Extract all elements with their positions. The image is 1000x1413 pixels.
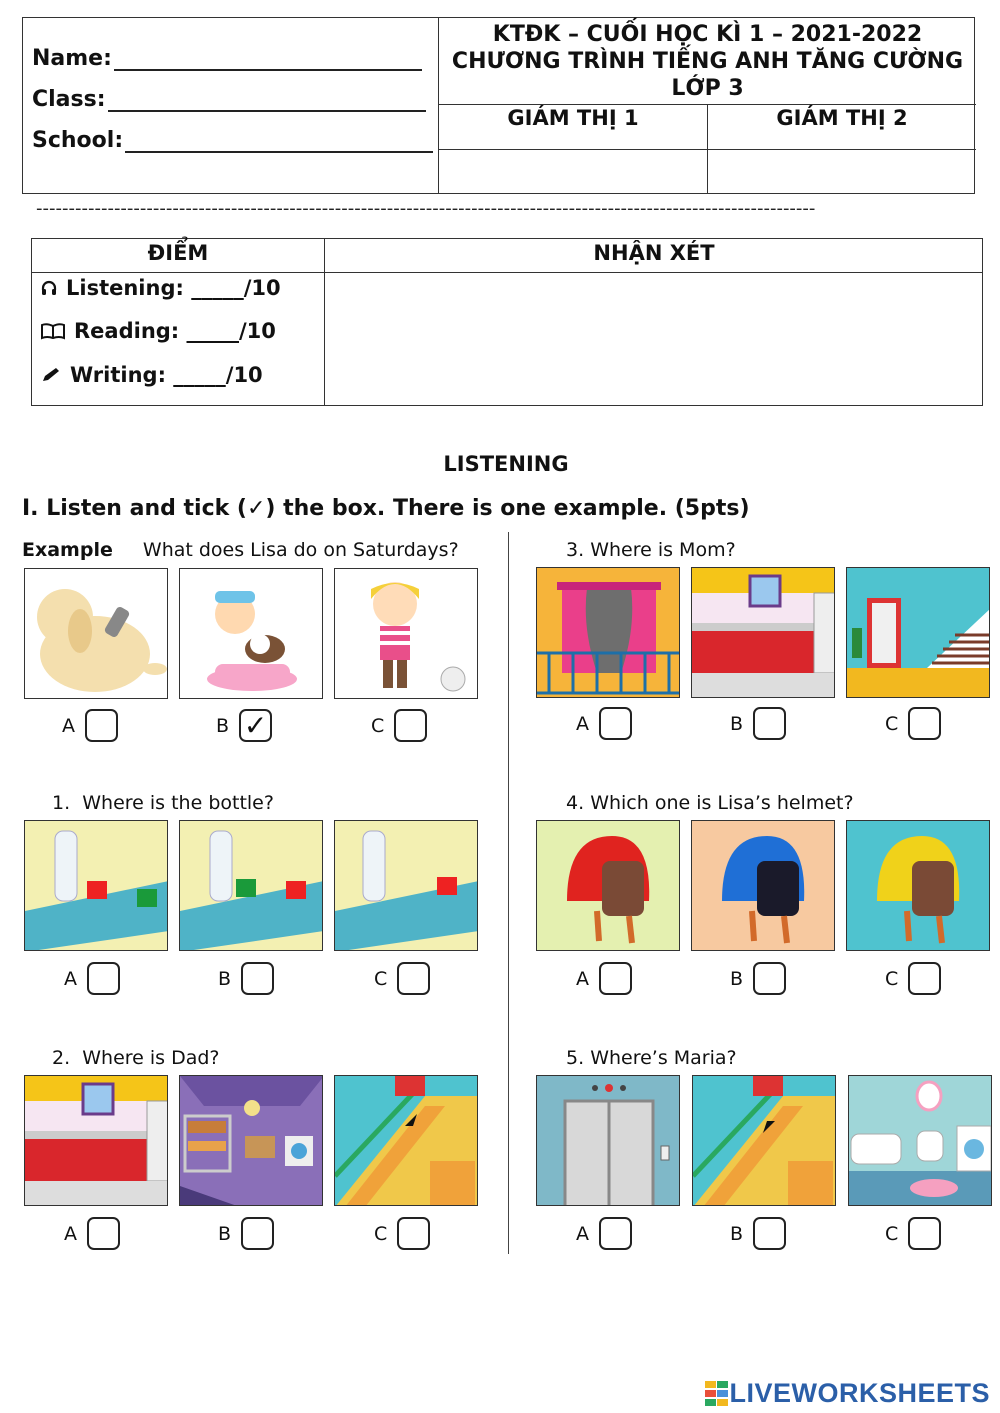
question-text: Where’s Maria?: [590, 1047, 737, 1069]
q5-picture-c: [848, 1075, 992, 1206]
checkbox[interactable]: [599, 1217, 632, 1250]
option-label: A: [576, 1222, 589, 1245]
option-label: B: [730, 712, 744, 735]
checkbox[interactable]: [85, 709, 118, 742]
headphones-icon: [40, 279, 58, 297]
class-label: Class:: [32, 87, 106, 112]
q5-picture-a: [536, 1075, 680, 1206]
class-line[interactable]: [108, 94, 426, 112]
example-picture-a: [24, 568, 168, 699]
listening-score[interactable]: [40, 276, 281, 300]
question-text: Where is Dad?: [82, 1047, 220, 1069]
score-table: [31, 238, 983, 406]
option-label: A: [64, 967, 77, 990]
column-divider: [508, 532, 509, 1254]
question-2: [52, 1047, 220, 1069]
checkbox[interactable]: [753, 707, 786, 740]
checkbox[interactable]: [241, 962, 274, 995]
q1-picture-b: [179, 820, 323, 951]
option-label: C: [371, 714, 385, 737]
checkbox[interactable]: [599, 707, 632, 740]
checkbox[interactable]: [241, 1217, 274, 1250]
option-label: A: [62, 714, 75, 737]
q3-picture-b: [691, 567, 835, 698]
check-icon: ✓: [243, 708, 268, 742]
example-question-text: What does Lisa do on Saturdays?: [142, 539, 459, 561]
name-field[interactable]: [32, 46, 422, 71]
proctor2-label: GIÁM THỊ 2: [776, 106, 908, 130]
reading-score-label: Reading: _____/10: [74, 319, 276, 343]
question-4: [566, 792, 854, 814]
option-label: C: [374, 1222, 388, 1245]
checkbox[interactable]: [397, 962, 430, 995]
q5-option-b[interactable]: [730, 1217, 786, 1250]
option-label: C: [374, 967, 388, 990]
exam-title-line2: CHƯƠNG TRÌNH TIẾNG ANH TĂNG CƯỜNG: [451, 49, 964, 74]
option-label: C: [885, 967, 899, 990]
header-table: [22, 17, 975, 194]
q5-option-a[interactable]: [576, 1217, 632, 1250]
question-number: 5.: [566, 1047, 585, 1069]
example-option-a[interactable]: [62, 709, 118, 742]
liveworksheets-logo: [705, 1378, 990, 1409]
option-label: A: [576, 712, 589, 735]
checkbox-checked[interactable]: [239, 709, 272, 742]
name-label: Name:: [32, 46, 112, 71]
q2-option-c[interactable]: [374, 1217, 430, 1250]
name-line[interactable]: [114, 53, 422, 71]
example-option-c[interactable]: [371, 709, 427, 742]
q4-option-a[interactable]: [576, 962, 632, 995]
option-label: B: [218, 967, 232, 990]
exam-title-line1: KTĐK – CUỐI HỌC KÌ 1 – 2021-2022: [492, 22, 923, 47]
example-picture-c: [334, 568, 478, 699]
q4-option-b[interactable]: [730, 962, 786, 995]
q2-picture-a: [24, 1075, 168, 1206]
q1-picture-c: [334, 820, 478, 951]
question-3: [566, 539, 736, 561]
checkbox[interactable]: [87, 962, 120, 995]
q3-option-b[interactable]: [730, 707, 786, 740]
q4-picture-b: [691, 820, 835, 951]
reading-score[interactable]: [40, 319, 276, 343]
q1-picture-a: [24, 820, 168, 951]
book-icon: [40, 322, 66, 340]
option-label: C: [885, 712, 899, 735]
writing-score-label: Writing: _____/10: [70, 363, 263, 387]
q1-option-b[interactable]: [218, 962, 274, 995]
section-title: LISTENING: [443, 452, 569, 476]
question-text: Which one is Lisa’s helmet?: [590, 792, 854, 814]
option-label: C: [885, 1222, 899, 1245]
score-header-line: [32, 272, 982, 273]
q5-option-c[interactable]: [885, 1217, 941, 1250]
comment-header: NHẬN XÉT: [593, 241, 715, 265]
class-field[interactable]: [32, 87, 426, 112]
q2-picture-b: [179, 1075, 323, 1206]
question-number: 4.: [566, 792, 585, 814]
logo-text: LIVEWORKSHEETS: [729, 1378, 990, 1408]
pencil-icon: [40, 366, 62, 384]
q3-option-a[interactable]: [576, 707, 632, 740]
example-label: Example: [22, 539, 113, 561]
question-number: 1.: [52, 792, 71, 814]
q3-option-c[interactable]: [885, 707, 941, 740]
checkbox[interactable]: [753, 962, 786, 995]
question-text: Where is the bottle?: [82, 792, 274, 814]
logo-mark-icon: [705, 1381, 729, 1407]
option-label: B: [730, 967, 744, 990]
score-header: ĐIỂM: [147, 241, 209, 265]
example-question: [22, 539, 459, 561]
checkbox[interactable]: [394, 709, 427, 742]
q3-picture-a: [536, 567, 680, 698]
instruction: I. Listen and tick (✓) the box. There is one example. (5pts): [22, 496, 750, 521]
example-picture-b: [179, 568, 323, 699]
checkbox[interactable]: [87, 1217, 120, 1250]
cut-line: ------------------------------------------------------------------------------------------------------------------------: [36, 198, 816, 219]
q2-option-a[interactable]: [64, 1217, 120, 1250]
checkbox[interactable]: [908, 962, 941, 995]
q2-picture-c: [334, 1075, 478, 1206]
checkbox[interactable]: [908, 1217, 941, 1250]
checkbox[interactable]: [599, 962, 632, 995]
question-text: Where is Mom?: [590, 539, 736, 561]
school-label: School:: [32, 128, 124, 153]
option-label: B: [218, 1222, 232, 1245]
question-5: [566, 1047, 737, 1069]
checkbox[interactable]: [753, 1217, 786, 1250]
q4-picture-c: [846, 820, 990, 951]
option-label: B: [216, 714, 230, 737]
q1-option-a[interactable]: [64, 962, 120, 995]
question-number: 2.: [52, 1047, 71, 1069]
checkbox[interactable]: [397, 1217, 430, 1250]
example-option-b[interactable]: [216, 709, 272, 742]
option-label: A: [576, 967, 589, 990]
q3-picture-c: [846, 567, 990, 698]
exam-title-line3: LỚP 3: [671, 76, 744, 101]
option-label: A: [64, 1222, 77, 1245]
writing-score[interactable]: [40, 363, 263, 387]
exam-title: [439, 18, 976, 104]
checkbox[interactable]: [908, 707, 941, 740]
school-field[interactable]: [32, 128, 433, 153]
q1-option-c[interactable]: [374, 962, 430, 995]
listening-score-label: Listening: _____/10: [66, 276, 281, 300]
option-label: B: [730, 1222, 744, 1245]
proctor1-label: GIÁM THỊ 1: [507, 106, 639, 130]
q4-option-c[interactable]: [885, 962, 941, 995]
q4-picture-a: [536, 820, 680, 951]
q2-option-b[interactable]: [218, 1217, 274, 1250]
school-line[interactable]: [125, 135, 433, 153]
q5-picture-b: [692, 1075, 836, 1206]
question-1: [52, 792, 274, 814]
question-number: 3.: [566, 539, 585, 561]
